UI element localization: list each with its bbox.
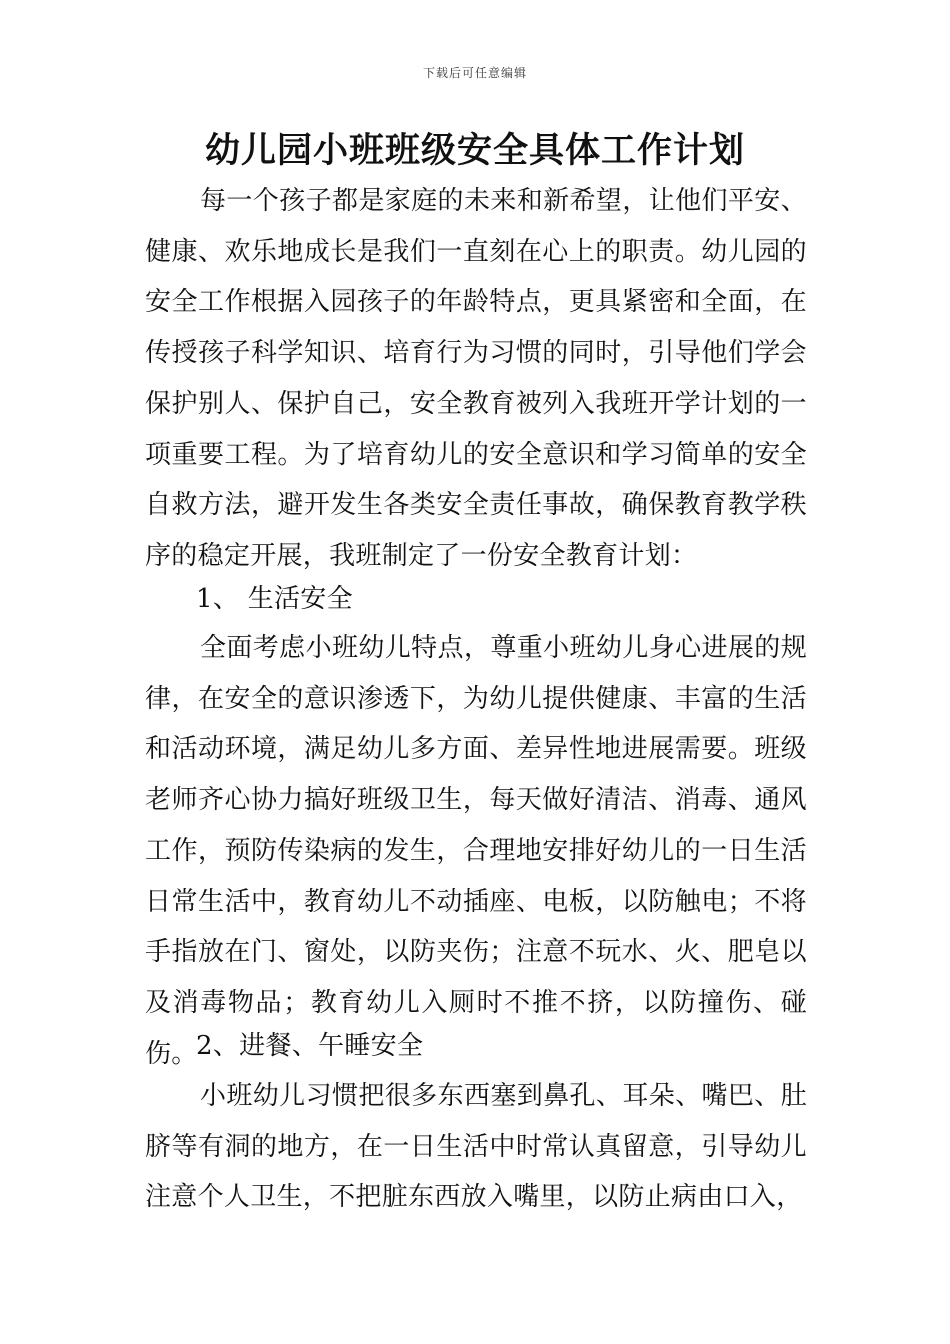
header-note: 下载后可任意编辑 <box>422 66 527 80</box>
intro-paragraph: 每一个孩子都是家庭的未来和新希望，让他们平安、健康、欢乐地成长是我们一直刻在心上的职责。幼儿园的安全工作根据入园孩子的年龄特点，更具紧密和全面，在传授孩子科学知识、培育行为习惯的同时，引导他们学会保护别人、保护自己，安全教育被列入我班开学计划的一项重要工程。为了培育幼儿的安全意识和学习简单的安全自救方法，避开发生各类安全责任事故，确保教育教学秩序的稳定开展，我班制定了一份安全教育计划： <box>145 186 807 571</box>
section-heading-meal-nap-safety: 2、进餐、午睡安全 <box>196 1031 424 1061</box>
life-safety-paragraph: 全面考虑小班幼儿特点，尊重小班幼儿身心进展的规律，在安全的意识渗透下，为幼儿提供健康、丰富的生活和活动环境，满足幼儿多方面、差异性地进展需要。班级老师齐心协力搞好班级卫生，每天做好清洁、消毒、通风工作，预防传染病的发生，合理地安排好幼儿的一日生活日常生活中，教育幼儿不动插座、电板，以防触电；不将手指放在门、窗处，以防夹伤；注意不玩水、火、肥皂以及消毒物品；教育幼儿入厕时不推不挤，以防撞伤、碰伤。 <box>145 633 807 1069</box>
meal-nap-safety-paragraph: 小班幼儿习惯把很多东西塞到鼻孔、耳朵、嘴巴、肚脐等有洞的地方，在一日生活中时常认真留意，引导幼儿注意个人卫生，不把脏东西放入嘴里，以防止病由口入， <box>145 1081 807 1213</box>
section-heading-life-safety: 1、 生活安全 <box>196 584 353 614</box>
document-title: 幼儿园小班班级安全具体工作计划 <box>204 130 745 171</box>
